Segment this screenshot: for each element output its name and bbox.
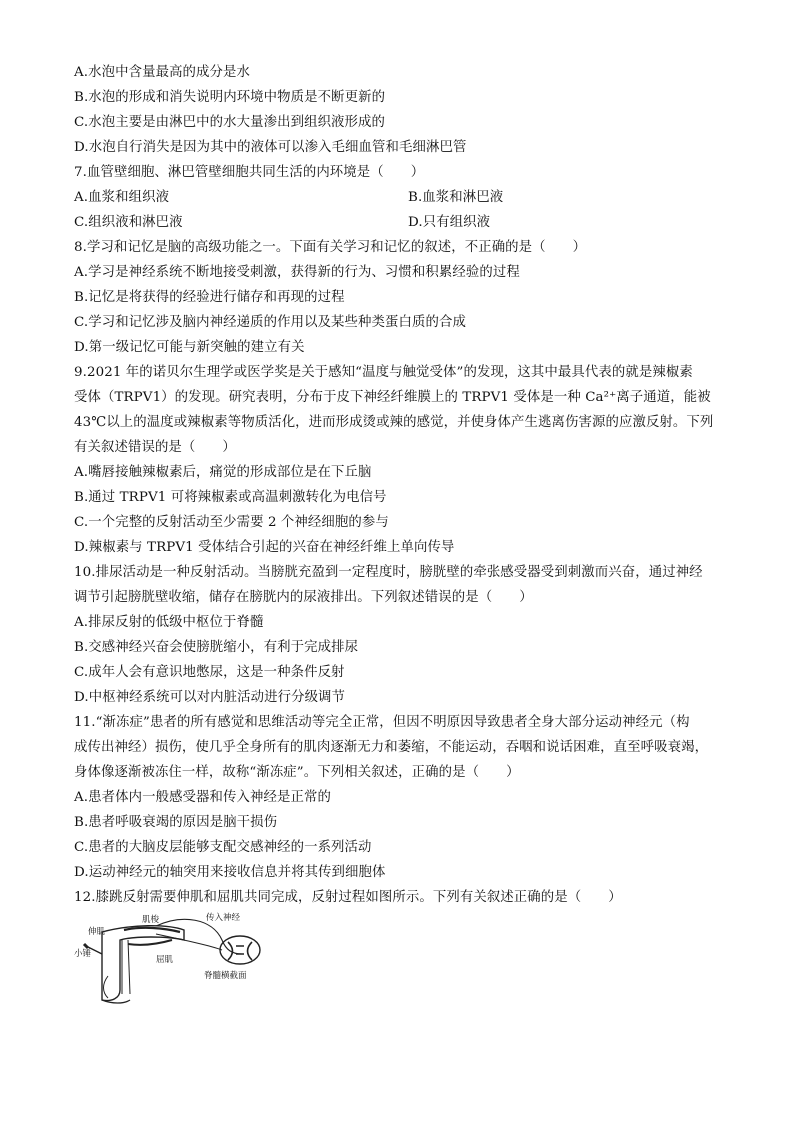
- label-spindle: 肌梭: [142, 915, 160, 925]
- q9-option-b[interactable]: B.通过 TRPV1 可将辣椒素或高温刺激转化为电信号: [74, 490, 387, 505]
- q9-stem-line3: 43℃以上的温度或辣椒素等物质活化，进而形成烫或辣的感觉，并使身体产生逃离伤害源的应激反射。下列: [74, 415, 714, 430]
- q10-option-c[interactable]: C.成年人会有意识地憋尿，这是一种条件反射: [74, 665, 345, 680]
- q6-option-c[interactable]: C.水泡主要是由淋巴中的水大量渗出到组织液形成的: [74, 115, 386, 130]
- q11-option-c[interactable]: C.患者的大脑皮层能够支配交感神经的一系列活动: [74, 840, 372, 855]
- q8-option-a[interactable]: A.学习是神经系统不断地接受刺激，获得新的行为、习惯和积累经验的过程: [74, 265, 520, 280]
- q9-option-c[interactable]: C.一个完整的反射活动至少需要 2 个神经细胞的参与: [74, 515, 389, 530]
- label-extensor: 伸肌: [88, 927, 106, 937]
- q8-option-c[interactable]: C.学习和记忆涉及脑内神经递质的作用以及某些种类蛋白质的合成: [74, 315, 466, 330]
- q11-stem-line2: 成传出神经）损伤，使几乎全身所有的肌肉逐渐无力和萎缩，不能运动，吞咽和说话困难，直至呼吸衰竭，: [74, 740, 709, 755]
- q7-option-a[interactable]: A.血浆和组织液: [74, 190, 170, 205]
- q9-option-d[interactable]: D.辣椒素与 TRPV1 受体结合引起的兴奋在神经纤维上单向传导: [74, 540, 455, 555]
- q10-stem-line1: 10.排尿活动是一种反射活动。当膀胱充盈到一定程度时，膀胱壁的牵张感受器受到刺激而兴奋，通过神经: [74, 565, 703, 580]
- q6-option-a[interactable]: A.水泡中含量最高的成分是水: [74, 65, 251, 80]
- knee-reflex-figure: [72, 910, 272, 1010]
- label-hammer: 小锤: [74, 949, 92, 959]
- motion-arrow: [104, 976, 109, 998]
- q11-option-a[interactable]: A.患者体内一般感受器和传入神经是正常的: [74, 790, 331, 805]
- extensor-muscle: [124, 928, 180, 932]
- q9-stem-line2: 受体（TRPV1）的发现。研究表明，分布于皮下神经纤维膜上的 TRPV1 受体是一种 Ca²⁺离子通道，能被: [74, 390, 711, 405]
- q8-option-b[interactable]: B.记忆是将获得的经验进行储存和再现的过程: [74, 290, 345, 305]
- q9-stem-line4: 有关叙述错误的是（ ）: [74, 440, 236, 455]
- q7-option-c[interactable]: C.组织液和淋巴液: [74, 215, 183, 230]
- spinal-cord-section: [220, 936, 260, 964]
- q10-stem-line2: 调节引起膀胱壁收缩，储存在膀胱内的尿液排出。下列叙述错误的是（ ）: [74, 590, 533, 605]
- label-flexor: 屈肌: [156, 955, 174, 965]
- q9-option-a[interactable]: A.嘴唇接触辣椒素后，痛觉的形成部位是在下丘脑: [74, 465, 372, 480]
- q6-option-d[interactable]: D.水泡自行消失是因为其中的液体可以渗入毛细血管和毛细淋巴管: [74, 140, 467, 155]
- q11-option-d[interactable]: D.运动神经元的轴突用来接收信息并将其传到细胞体: [74, 865, 386, 880]
- flexor-muscle: [128, 940, 172, 945]
- q10-option-a[interactable]: A.排尿反射的低级中枢位于脊髓: [74, 615, 264, 630]
- q10-option-d[interactable]: D.中枢神经系统可以对内脏活动进行分级调节: [74, 690, 346, 705]
- q8-option-d[interactable]: D.第一级记忆可能与新突触的建立有关: [74, 340, 305, 355]
- label-spinal-section: 脊髓横截面: [204, 971, 247, 981]
- q11-stem-line3: 身体像逐渐被冻住一样，故称“渐冻症”。下列相关叙述，正确的是（ ）: [74, 765, 520, 780]
- q8-stem: 8.学习和记忆是脑的高级功能之一。下面有关学习和记忆的叙述，不正确的是（ ）: [74, 240, 587, 255]
- q7-option-b[interactable]: B.血浆和淋巴液: [408, 190, 504, 205]
- q9-stem-line1: 9.2021 年的诺贝尔生理学或医学奖是关于感知“温度与触觉受体”的发现，这其中最具代表的就是辣椒素: [74, 365, 693, 380]
- q11-stem-line1: 11.“渐冻症”患者的所有感觉和思维活动等完全正常，但因不明原因导致患者全身大部分运动神经元（构: [74, 715, 690, 730]
- label-afferent-nerve: 传入神经: [206, 913, 241, 923]
- q7-option-d[interactable]: D.只有组织液: [408, 215, 491, 230]
- q12-stem: 12.膝跳反射需要伸肌和屈肌共同完成，反射过程如图所示。下列有关叙述正确的是（ ）: [74, 890, 622, 905]
- q7-stem: 7.血管壁细胞、淋巴管壁细胞共同生活的内环境是（ ）: [74, 165, 425, 180]
- q10-option-b[interactable]: B.交感神经兴奋会使膀胱缩小，有利于完成排尿: [74, 640, 359, 655]
- q6-option-b[interactable]: B.水泡的形成和消失说明内环境中物质是不断更新的: [74, 90, 386, 105]
- q11-option-b[interactable]: B.患者呼吸衰竭的原因是脑干损伤: [74, 815, 278, 830]
